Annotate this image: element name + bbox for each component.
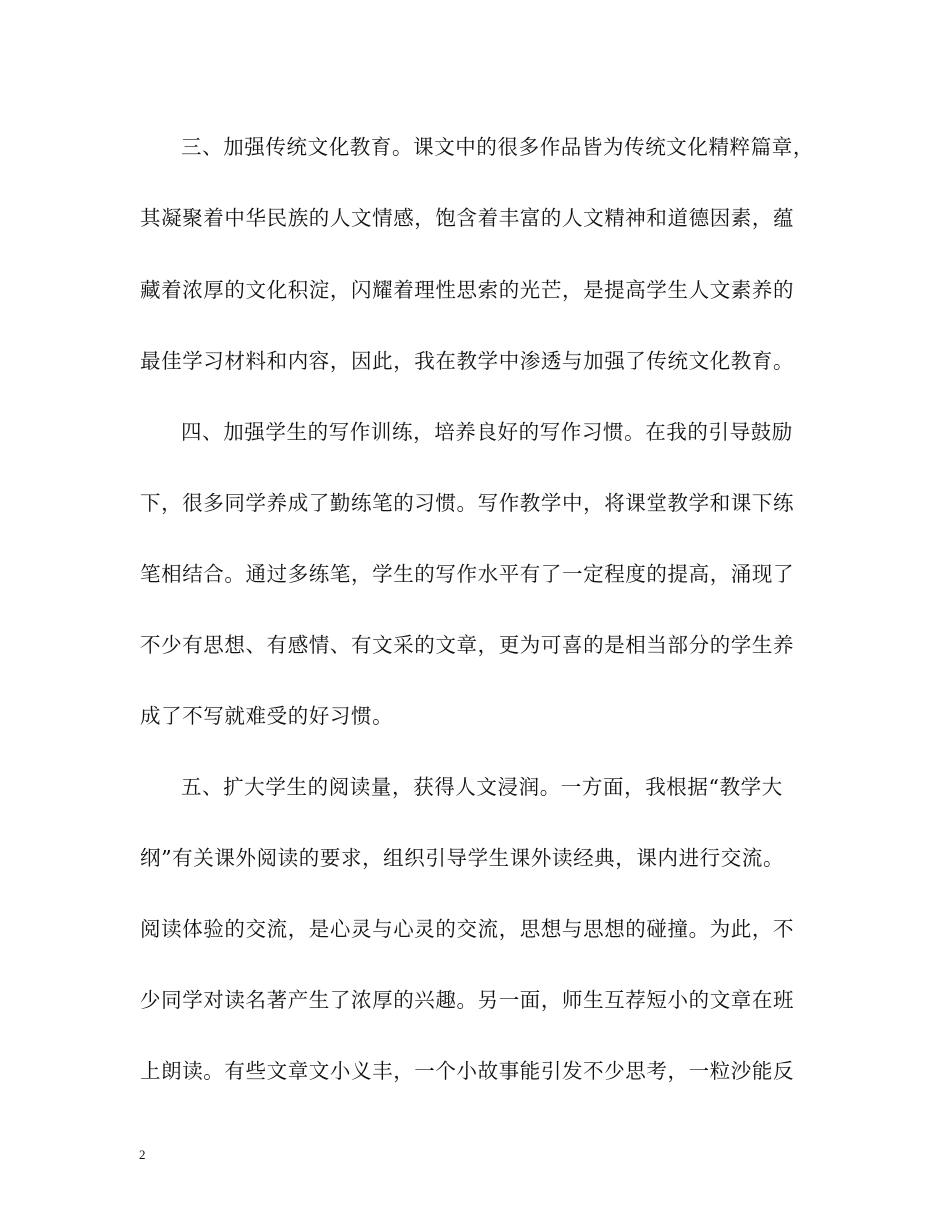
paragraph-line: 三、加强传统文化教育。课文中的很多作品皆为传统文化精粹篇章， [181, 135, 814, 159]
paragraph-line: 四、加强学生的写作训练，培养良好的写作习惯。在我的引导鼓励 [181, 420, 793, 444]
paragraph-line: 其凝聚着中华民族的人文情感，饱含着丰富的人文精神和道德因素，蕴 [140, 206, 795, 230]
paragraph-line: 笔相结合。通过多练笔，学生的写作水平有了一定程度的提高，涌现了 [140, 562, 795, 586]
paragraph-line: 最佳学习材料和内容，因此，我在教学中渗透与加强了传统文化教育。 [140, 349, 795, 373]
paragraph-line: 阅读体验的交流，是心灵与心灵的交流，思想与思想的碰撞。为此，不 [140, 917, 795, 941]
page-number: 2 [139, 1147, 146, 1162]
paragraph-line: 少同学对读名著产生了浓厚的兴趣。另一面，师生互荐短小的文章在班 [140, 988, 795, 1012]
paragraph-line: 藏着浓厚的文化积淀，闪耀着理性思索的光芒，是提高学生人文素养的 [140, 278, 795, 302]
paragraph-line: 下，很多同学养成了勤练笔的习惯。写作教学中，将课堂教学和课下练 [140, 491, 795, 515]
paragraph-line: 成了不写就难受的好习惯。 [140, 704, 394, 728]
paragraph-line: 上朗读。有些文章文小义丰，一个小故事能引发不少思考，一粒沙能反 [140, 1059, 795, 1083]
paragraph-line: 不少有思想、有感情、有文采的文章，更为可喜的是相当部分的学生养 [140, 633, 795, 657]
paragraph-line: 纲”有关课外阅读的要求，组织引导学生课外读经典，课内进行交流。 [140, 846, 785, 870]
paragraph-line: 五、扩大学生的阅读量，获得人文浸润。一方面，我根据“教学大 [181, 775, 783, 799]
